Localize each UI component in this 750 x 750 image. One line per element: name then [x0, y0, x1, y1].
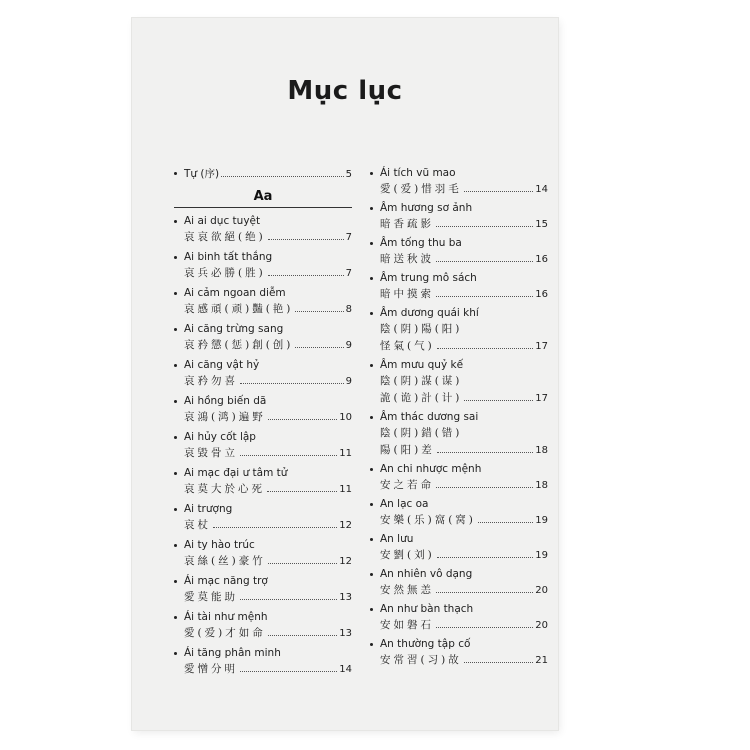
entry-page-number: 20: [535, 620, 548, 631]
toc-entry: [174, 250, 352, 282]
entry-hanzi: 安如磐石: [380, 619, 434, 631]
leader-dots: [240, 455, 337, 456]
leader-dots: [267, 491, 337, 492]
entry-hanzi-line: [380, 617, 548, 634]
entry-hanzi-line: [184, 589, 352, 606]
entry-hanzi: 愛憎分明: [184, 663, 238, 675]
entry-hanzi-line: [380, 512, 548, 529]
entry-vietnamese: Âm mưu quỷ kế: [380, 359, 464, 371]
entry-hanzi: 哀哀欲絕(绝): [184, 231, 266, 243]
entry-page-number: 18: [535, 445, 548, 456]
entry-hanzi-line: [380, 477, 548, 494]
toc-entry: [370, 236, 548, 268]
entry-hanzi: 哀莫大於心死: [184, 483, 265, 495]
entry-hanzi: 愛莫能助: [184, 591, 238, 603]
entry-vietnamese: Âm thác dương sai: [380, 411, 479, 423]
entry-vietnamese: Ai cảm ngoan diễm: [184, 287, 286, 299]
entry-hanzi-line: [184, 337, 352, 354]
entry-hanzi-line: [184, 625, 352, 642]
toc-entry: [370, 306, 548, 355]
entry-vietnamese: An như bàn thạch: [380, 603, 474, 615]
entry-hanzi-line: [380, 216, 548, 233]
entry-vietnamese: Âm tống thu ba: [380, 237, 462, 249]
entry-vietnamese: Ai ty hào trúc: [184, 539, 255, 551]
toc-entry: [370, 462, 548, 494]
entry-hanzi-line: [380, 582, 548, 599]
entry-page-number: 11: [339, 484, 352, 495]
toc-entry: [174, 358, 352, 390]
entry-hanzi: 哀鴻(鸿)遍野: [184, 411, 266, 423]
right-column: [370, 166, 548, 672]
entry-hanzi: 怪氣(气): [380, 340, 435, 352]
entry-hanzi: 陰(阴)陽(阳): [380, 323, 463, 335]
leader-dots: [268, 419, 338, 420]
entry-page-number: 19: [535, 515, 548, 526]
entry-vietnamese: An lạc oa: [380, 498, 429, 510]
preface-label: Tự (序): [184, 168, 220, 180]
entry-hanzi: 暗中摸索: [380, 288, 434, 300]
entry-hanzi-line: [184, 517, 352, 534]
entry-hanzi: 愛(爱)惜羽毛: [380, 183, 462, 195]
entry-hanzi: 暗送秋波: [380, 253, 434, 265]
leader-dots: [268, 563, 338, 564]
leader-dots: [268, 239, 344, 240]
entry-hanzi-line: [184, 661, 352, 678]
leader-dots: [268, 635, 338, 636]
entry-hanzi-line: [380, 286, 548, 303]
toc-entry: [174, 214, 352, 246]
toc-entry: [370, 532, 548, 564]
toc-entry: [174, 574, 352, 606]
entry-hanzi: 安劉(刘): [380, 549, 435, 561]
preface-entry: [174, 166, 352, 183]
entry-page-number: 11: [339, 448, 352, 459]
entry-hanzi-line: [380, 442, 548, 459]
entry-hanzi-line: [184, 229, 352, 246]
toc-entry: [174, 322, 352, 354]
toc-entry: [174, 610, 352, 642]
entry-hanzi: 哀絲(丝)豪竹: [184, 555, 266, 567]
entry-hanzi: 哀兵必勝(胜): [184, 267, 266, 279]
entry-vietnamese: Ai mạc đại ư tâm tử: [184, 467, 288, 479]
entry-hanzi-line: [380, 321, 548, 338]
entry-vietnamese: Ái tài như mệnh: [184, 611, 268, 623]
entry-hanzi-line: [380, 547, 548, 564]
entry-hanzi: 安然無恙: [380, 584, 434, 596]
leader-dots: [436, 487, 533, 488]
entry-vietnamese: An lưu: [380, 533, 414, 545]
toc-entry: [370, 166, 548, 198]
entry-page-number: 9: [345, 376, 352, 387]
entry-vietnamese: Ái tích vũ mao: [380, 167, 456, 179]
entry-hanzi: 陰(阴)錯(错): [380, 427, 463, 439]
entry-page-number: 10: [339, 412, 352, 423]
entry-page-number: 15: [535, 219, 548, 230]
entry-hanzi: 哀杖: [184, 519, 211, 531]
entry-vietnamese: Ái mạc năng trợ: [184, 575, 268, 587]
leader-dots: [436, 261, 533, 262]
leader-dots: [221, 176, 344, 177]
toc-entry: [370, 410, 548, 459]
entry-page-number: 12: [339, 520, 352, 531]
entry-hanzi-line: [184, 445, 352, 462]
toc-entry: [370, 358, 548, 407]
toc-entry: [174, 286, 352, 318]
entry-page-number: 14: [535, 184, 548, 195]
leader-dots: [268, 275, 344, 276]
entry-vietnamese: Ai trượng: [184, 503, 233, 515]
leader-dots: [240, 599, 337, 600]
entry-vietnamese: An nhiên vô dạng: [380, 568, 473, 580]
entry-hanzi-line: [184, 265, 352, 282]
entry-page-number: 16: [535, 254, 548, 265]
entry-page-number: 17: [535, 341, 548, 352]
toc-entry: [174, 538, 352, 570]
entry-page-number: 8: [345, 304, 352, 315]
entry-vietnamese: Ai binh tất thắng: [184, 251, 273, 263]
toc-entry: [174, 430, 352, 462]
entry-vietnamese: Ái tăng phân minh: [184, 647, 281, 659]
book-page: [132, 18, 558, 730]
left-entry-list: [174, 214, 352, 678]
entry-vietnamese: Âm trung mô sách: [380, 272, 477, 284]
entry-hanzi-line: [184, 301, 352, 318]
leader-dots: [240, 671, 337, 672]
leader-dots: [240, 383, 344, 384]
entry-hanzi: 陽(阳)差: [380, 444, 435, 456]
entry-page-number: 19: [535, 550, 548, 561]
entry-vietnamese: Ai căng vật hỷ: [184, 359, 260, 371]
entry-hanzi: 安常習(习)故: [380, 654, 462, 666]
entry-page-number: 20: [535, 585, 548, 596]
entry-hanzi: 安樂(乐)窩(窝): [380, 514, 476, 526]
right-entry-list: [370, 166, 548, 669]
toc-entry: [174, 394, 352, 426]
toc-entry: [174, 502, 352, 534]
entry-vietnamese: Ai căng trừng sang: [184, 323, 284, 335]
entry-hanzi-line: [184, 409, 352, 426]
toc-entry: [370, 271, 548, 303]
entry-page-number: 7: [345, 232, 352, 243]
entry-page-number: 17: [535, 393, 548, 404]
entry-hanzi-line: [380, 652, 548, 669]
leader-dots: [437, 557, 534, 558]
entry-hanzi-line: [380, 390, 548, 407]
toc-entry: [370, 497, 548, 529]
toc-entry: [370, 602, 548, 634]
entry-hanzi: 哀毀骨立: [184, 447, 238, 459]
toc-entry: [370, 567, 548, 599]
leader-dots: [464, 191, 534, 192]
entry-vietnamese: Ai hủy cốt lập: [184, 431, 256, 443]
entry-hanzi: 哀矜勿喜: [184, 375, 238, 387]
entry-hanzi: 陰(阴)謀(谋): [380, 375, 463, 387]
entry-page-number: 13: [339, 628, 352, 639]
leader-dots: [436, 592, 533, 593]
entry-page-number: 16: [535, 289, 548, 300]
leader-dots: [478, 522, 533, 523]
preface-page: 5: [345, 169, 352, 180]
entry-hanzi-line: [380, 373, 548, 390]
entry-hanzi: 暗香疏影: [380, 218, 434, 230]
page-title: Mục lục: [287, 76, 403, 106]
entry-hanzi-line: [184, 553, 352, 570]
entry-page-number: 14: [339, 664, 352, 675]
entry-page-number: 21: [535, 655, 548, 666]
entry-vietnamese: Ai ai dục tuyệt: [184, 215, 261, 227]
entry-hanzi-line: [380, 181, 548, 198]
section-heading: Aa: [174, 189, 352, 208]
entry-hanzi: 愛(爱)才如命: [184, 627, 266, 639]
entry-hanzi-line: [380, 251, 548, 268]
entry-hanzi: 詭(诡)計(计): [380, 392, 463, 404]
entry-page-number: 9: [345, 340, 352, 351]
leader-dots: [295, 311, 343, 312]
leader-dots: [464, 400, 533, 401]
entry-page-number: 18: [535, 480, 548, 491]
entry-hanzi-line: [184, 373, 352, 390]
toc-entry: [174, 466, 352, 498]
leader-dots: [437, 348, 534, 349]
entry-hanzi: 哀感頑(顽)豔(艳): [184, 303, 294, 315]
toc-entry: [174, 646, 352, 678]
leader-dots: [213, 527, 337, 528]
entry-page-number: 13: [339, 592, 352, 603]
leader-dots: [295, 347, 343, 348]
leader-dots: [464, 662, 534, 663]
entry-vietnamese: Âm dương quái khí: [380, 307, 479, 319]
entry-hanzi-line: [380, 338, 548, 355]
toc-entry: [370, 201, 548, 233]
entry-page-number: 12: [339, 556, 352, 567]
leader-dots: [436, 627, 533, 628]
entry-vietnamese: Âm hương sơ ảnh: [380, 202, 473, 214]
toc-entry: [370, 637, 548, 669]
leader-dots: [437, 452, 534, 453]
entry-page-number: 7: [345, 268, 352, 279]
entry-hanzi: 安之若命: [380, 479, 434, 491]
leader-dots: [436, 226, 533, 227]
entry-vietnamese: An thường tập cố: [380, 638, 471, 650]
left-column: [174, 166, 352, 682]
entry-vietnamese: Ai hồng biến dã: [184, 395, 267, 407]
entry-hanzi-line: [380, 425, 548, 442]
entry-vietnamese: An chi nhược mệnh: [380, 463, 482, 475]
entry-hanzi: 哀矜懲(惩)創(创): [184, 339, 294, 351]
entry-hanzi-line: [184, 481, 352, 498]
leader-dots: [436, 296, 533, 297]
